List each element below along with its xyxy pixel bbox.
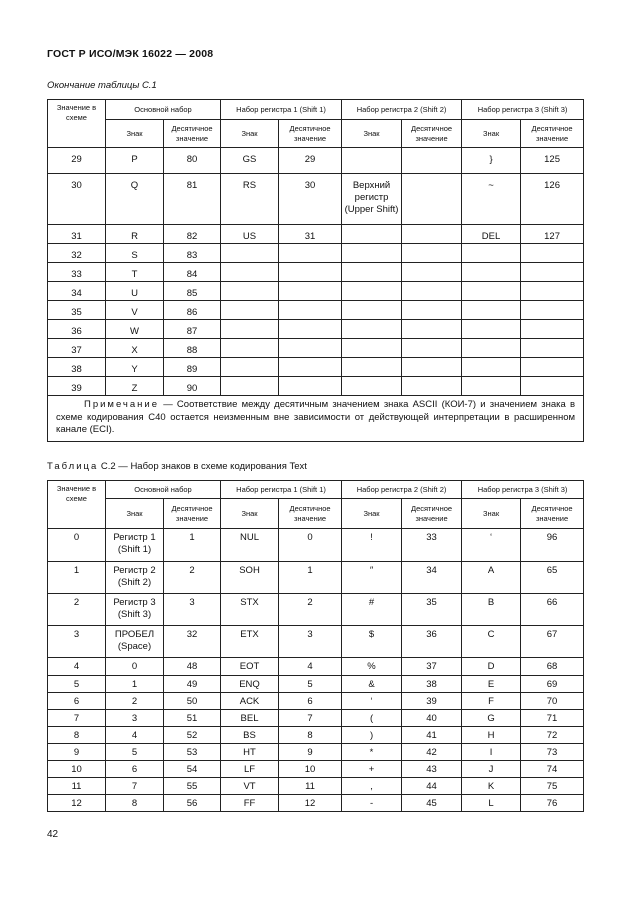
table-cell: 2 — [106, 693, 164, 710]
table-cell — [462, 244, 521, 263]
table-cell: 66 — [521, 594, 584, 626]
table-cell: 7 — [279, 710, 342, 727]
th-dec: Десятичное значение — [521, 120, 584, 148]
table-cell: 3 — [164, 594, 221, 626]
th-shift1: Набор регистра 1 (Shift 1) — [221, 481, 342, 499]
table-cell: + — [342, 761, 402, 778]
table-cell — [342, 263, 402, 282]
table-cell: 5 — [48, 676, 106, 693]
table-cell — [221, 358, 279, 377]
table-cell: G — [462, 710, 521, 727]
table-cell: 7 — [106, 778, 164, 795]
table-cell: 7 — [48, 710, 106, 727]
table-cell: 12 — [279, 795, 342, 812]
table2-header — [48, 481, 584, 529]
table-cell: S — [106, 244, 164, 263]
th-dec: Десятичное значение — [402, 499, 462, 529]
table-cell: ‘ — [342, 693, 402, 710]
table-cell — [521, 263, 584, 282]
table-row — [48, 320, 584, 339]
table-row — [48, 744, 584, 761]
table-cell: 1 — [279, 562, 342, 594]
th-dec: Десятичное значение — [279, 120, 342, 148]
th-dec: Десятичное значение — [164, 120, 221, 148]
table-row — [48, 358, 584, 377]
table-cell: 52 — [164, 727, 221, 744]
table-cell: 33 — [402, 529, 462, 562]
table-cell: A — [462, 562, 521, 594]
table-cell: 3 — [48, 626, 106, 658]
table-cell: ″ — [342, 562, 402, 594]
table-cell — [221, 320, 279, 339]
table-cell — [402, 282, 462, 301]
table-cell: 68 — [521, 658, 584, 676]
table-cell — [221, 263, 279, 282]
table-cell — [402, 320, 462, 339]
table-cell: 96 — [521, 529, 584, 562]
table-cell: EOT — [221, 658, 279, 676]
table-cell: P — [106, 148, 164, 174]
th-dec: Десятичное значение — [164, 499, 221, 529]
th-shift2: Набор регистра 2 (Shift 2) — [342, 100, 462, 120]
table-row — [48, 377, 584, 396]
page-number: 42 — [47, 829, 59, 840]
th-shift2: Набор регистра 2 (Shift 2) — [342, 481, 462, 499]
table-row — [48, 148, 584, 174]
table-cell — [342, 358, 402, 377]
table-cell: J — [462, 761, 521, 778]
th-shift1: Набор регистра 1 (Shift 1) — [221, 100, 342, 120]
table-cell: 1 — [164, 529, 221, 562]
table-cell: 53 — [164, 744, 221, 761]
table-cell: # — [342, 594, 402, 626]
table-cell: 39 — [402, 693, 462, 710]
table-row — [48, 693, 584, 710]
th-sym: Знак — [106, 499, 164, 529]
table-cell: 81 — [164, 174, 221, 225]
table-cell — [521, 339, 584, 358]
table-cell — [462, 282, 521, 301]
table-cell — [342, 320, 402, 339]
table-cell — [402, 244, 462, 263]
table-cell — [402, 358, 462, 377]
table-cell: B — [462, 594, 521, 626]
table-cell: Регистр 3 (Shift 3) — [106, 594, 164, 626]
table-cell: D — [462, 658, 521, 676]
table-cell: 44 — [402, 778, 462, 795]
table-cell: BS — [221, 727, 279, 744]
th-sym: Знак — [462, 499, 521, 529]
table-cell: 87 — [164, 320, 221, 339]
table-cell — [279, 358, 342, 377]
table-cell: 3 — [106, 710, 164, 727]
table-cell: 29 — [48, 148, 106, 174]
table-cell: 56 — [164, 795, 221, 812]
table-cell: 36 — [402, 626, 462, 658]
table-cell: 29 — [279, 148, 342, 174]
table-cell: 86 — [164, 301, 221, 320]
table-cell: } — [462, 148, 521, 174]
th-sym: Знак — [342, 120, 402, 148]
table-cell: 9 — [279, 744, 342, 761]
th-basic: Основной набор — [106, 481, 221, 499]
table-row — [48, 562, 584, 594]
table-row — [48, 282, 584, 301]
table-cell: ( — [342, 710, 402, 727]
table-cell — [462, 301, 521, 320]
table-cell — [402, 263, 462, 282]
note-label: Примечание — [84, 399, 159, 410]
table-cell — [462, 358, 521, 377]
table-cell: 85 — [164, 282, 221, 301]
th-sym: Знак — [462, 120, 521, 148]
table-cell: 126 — [521, 174, 584, 225]
table-cell: 31 — [279, 225, 342, 244]
table-cell: L — [462, 795, 521, 812]
table1-body — [48, 148, 584, 396]
document-header: ГОСТ Р ИСО/МЭК 16022 — 2008 — [47, 48, 214, 60]
th-sym: Знак — [221, 120, 279, 148]
table-cell — [221, 244, 279, 263]
table-cell — [342, 282, 402, 301]
table-cell: 33 — [48, 263, 106, 282]
table-cell: Регистр 2 (Shift 2) — [106, 562, 164, 594]
table-cell: ) — [342, 727, 402, 744]
table-cell: ACK — [221, 693, 279, 710]
table-cell: ~ — [462, 174, 521, 225]
table-cell: FF — [221, 795, 279, 812]
table-cell: VT — [221, 778, 279, 795]
table-cell — [462, 320, 521, 339]
table-cell — [279, 320, 342, 339]
table-row — [48, 225, 584, 244]
table-cell — [462, 263, 521, 282]
table-cell — [521, 320, 584, 339]
table-cell: US — [221, 225, 279, 244]
table-cell: 49 — [164, 676, 221, 693]
table-cell: 71 — [521, 710, 584, 727]
table-cell: 2 — [164, 562, 221, 594]
table-c1-end — [47, 99, 584, 442]
table-cell — [279, 282, 342, 301]
th-basic: Основной набор — [106, 100, 221, 120]
table-cell: GS — [221, 148, 279, 174]
table-cell — [402, 339, 462, 358]
table-cell: 30 — [279, 174, 342, 225]
table-cell — [279, 301, 342, 320]
table-cell: LF — [221, 761, 279, 778]
table-cell: 11 — [48, 778, 106, 795]
table-cell: W — [106, 320, 164, 339]
table-cell: ПРОБЕЛ (Space) — [106, 626, 164, 658]
table-row — [48, 244, 584, 263]
table-cell: F — [462, 693, 521, 710]
table-cell — [402, 377, 462, 396]
th-sym: Знак — [106, 120, 164, 148]
table-row — [48, 710, 584, 727]
table-row — [48, 795, 584, 812]
table-cell: 5 — [106, 744, 164, 761]
table-cell: 9 — [48, 744, 106, 761]
table-cell — [221, 377, 279, 396]
table-cell: 5 — [279, 676, 342, 693]
table2-caption — [47, 461, 307, 472]
table-cell: 1 — [48, 562, 106, 594]
note-text: — Соответствие между десятичным значением знака ASCII (КОИ-7) и значением знака в схеме кодирования C40 остается неизменным вне зависимости от действующей интерпретации в расширенном канале (ECI). — [56, 399, 576, 435]
table-cell: U — [106, 282, 164, 301]
table-cell: 89 — [164, 358, 221, 377]
table-cell: K — [462, 778, 521, 795]
table-cell: ETX — [221, 626, 279, 658]
table-cell — [221, 339, 279, 358]
table-cell: RS — [221, 174, 279, 225]
table-cell: HT — [221, 744, 279, 761]
table2-caption-text: С.2 — Набор знаков в схеме кодирования Text — [98, 461, 307, 472]
table-row — [48, 174, 584, 225]
table-cell: Q — [106, 174, 164, 225]
table-cell: 2 — [279, 594, 342, 626]
table-cell: 35 — [48, 301, 106, 320]
table-cell — [342, 377, 402, 396]
table-cell — [462, 377, 521, 396]
table-cell — [521, 377, 584, 396]
table-cell: C — [462, 626, 521, 658]
table-cell: ! — [342, 529, 402, 562]
table-cell: 37 — [48, 339, 106, 358]
table-cell: $ — [342, 626, 402, 658]
table-cell — [402, 174, 462, 225]
table-cell: Z — [106, 377, 164, 396]
table-cell — [221, 282, 279, 301]
table-cell: 31 — [48, 225, 106, 244]
table-cell: 125 — [521, 148, 584, 174]
table-cell: 8 — [279, 727, 342, 744]
table1-header — [48, 100, 584, 148]
table-cell: 88 — [164, 339, 221, 358]
table-cell: STX — [221, 594, 279, 626]
table-cell: 0 — [279, 529, 342, 562]
table-cell — [521, 301, 584, 320]
table-cell: 75 — [521, 778, 584, 795]
table-cell: 36 — [48, 320, 106, 339]
table-cell: 127 — [521, 225, 584, 244]
table-cell — [402, 225, 462, 244]
table1-note — [48, 396, 584, 442]
table-cell: & — [342, 676, 402, 693]
table-row — [48, 594, 584, 626]
th-sym: Знак — [342, 499, 402, 529]
table-cell: NUL — [221, 529, 279, 562]
table-cell: 83 — [164, 244, 221, 263]
th-dec: Десятичное значение — [521, 499, 584, 529]
table-cell: R — [106, 225, 164, 244]
table-cell: 38 — [402, 676, 462, 693]
th-sym: Знак — [221, 499, 279, 529]
table-cell: 8 — [106, 795, 164, 812]
table-cell: 50 — [164, 693, 221, 710]
table-cell — [279, 377, 342, 396]
table-cell — [521, 282, 584, 301]
table-cell: 6 — [279, 693, 342, 710]
table-row — [48, 676, 584, 693]
table-cell: 84 — [164, 263, 221, 282]
table-cell: 0 — [48, 529, 106, 562]
table-cell — [279, 244, 342, 263]
th-code: Значение в схеме — [48, 481, 106, 529]
table-cell — [279, 263, 342, 282]
table1-note-section — [48, 396, 584, 442]
table-cell — [342, 301, 402, 320]
table-cell: 54 — [164, 761, 221, 778]
table-cell: I — [462, 744, 521, 761]
table-cell — [402, 301, 462, 320]
table-cell: SOH — [221, 562, 279, 594]
table-cell: 35 — [402, 594, 462, 626]
table-cell: 51 — [164, 710, 221, 727]
table-cell: 45 — [402, 795, 462, 812]
table-row — [48, 778, 584, 795]
table-row — [48, 339, 584, 358]
table-cell: 76 — [521, 795, 584, 812]
table-cell: 37 — [402, 658, 462, 676]
table-cell: 65 — [521, 562, 584, 594]
table-cell — [342, 244, 402, 263]
table-cell: H — [462, 727, 521, 744]
table-cell: * — [342, 744, 402, 761]
table-row — [48, 626, 584, 658]
table-cell — [521, 358, 584, 377]
table-cell: 34 — [48, 282, 106, 301]
table-cell: 6 — [48, 693, 106, 710]
table-cell: 32 — [48, 244, 106, 263]
table-cell: 80 — [164, 148, 221, 174]
th-dec: Десятичное значение — [279, 499, 342, 529]
table-cell — [342, 339, 402, 358]
table-row — [48, 727, 584, 744]
table-cell: 74 — [521, 761, 584, 778]
table-cell: 8 — [48, 727, 106, 744]
table-cell: X — [106, 339, 164, 358]
table-cell: Верхний регистр (Upper Shift) — [342, 174, 402, 225]
table-cell: ENQ — [221, 676, 279, 693]
table-cell — [342, 148, 402, 174]
table-cell: BEL — [221, 710, 279, 727]
table-cell: 6 — [106, 761, 164, 778]
th-shift3: Набор регистра 3 (Shift 3) — [462, 100, 584, 120]
table-cell: 10 — [279, 761, 342, 778]
table-cell: 40 — [402, 710, 462, 727]
table-cell: DEL — [462, 225, 521, 244]
table-cell: 3 — [279, 626, 342, 658]
table-cell: 4 — [48, 658, 106, 676]
table-cell: 42 — [402, 744, 462, 761]
table-cell: 0 — [106, 658, 164, 676]
table-cell: 11 — [279, 778, 342, 795]
table-row — [48, 301, 584, 320]
table-cell: 73 — [521, 744, 584, 761]
table-cell: ‘ — [462, 529, 521, 562]
table-cell: 10 — [48, 761, 106, 778]
table-cell: 41 — [402, 727, 462, 744]
table-cell — [402, 148, 462, 174]
table-cell: 30 — [48, 174, 106, 225]
th-shift3: Набор регистра 3 (Shift 3) — [462, 481, 584, 499]
table-cell: 4 — [106, 727, 164, 744]
table-cell — [279, 339, 342, 358]
table-cell: 70 — [521, 693, 584, 710]
table-cell: 38 — [48, 358, 106, 377]
table-cell: 32 — [164, 626, 221, 658]
table-row — [48, 263, 584, 282]
table-cell: V — [106, 301, 164, 320]
table-cell: 39 — [48, 377, 106, 396]
table-row — [48, 658, 584, 676]
table-cell: 67 — [521, 626, 584, 658]
table-cell: 90 — [164, 377, 221, 396]
table-cell: 82 — [164, 225, 221, 244]
table1-caption: Окончание таблицы С.1 — [47, 80, 157, 91]
table-cell: 43 — [402, 761, 462, 778]
table-cell: 2 — [48, 594, 106, 626]
table-row — [48, 761, 584, 778]
table-cell: T — [106, 263, 164, 282]
table-cell: 69 — [521, 676, 584, 693]
table-cell — [221, 301, 279, 320]
table-cell: 55 — [164, 778, 221, 795]
table-cell: 72 — [521, 727, 584, 744]
table-cell: 4 — [279, 658, 342, 676]
table-row — [48, 529, 584, 562]
table-cell — [462, 339, 521, 358]
table2-caption-label: Таблица — [47, 461, 99, 472]
th-dec: Десятичное значение — [402, 120, 462, 148]
table-cell: Регистр 1 (Shift 1) — [106, 529, 164, 562]
table-cell: Y — [106, 358, 164, 377]
table-cell — [521, 244, 584, 263]
table-cell: , — [342, 778, 402, 795]
table-cell: 12 — [48, 795, 106, 812]
table-cell: 48 — [164, 658, 221, 676]
table-cell: 34 — [402, 562, 462, 594]
table-cell: - — [342, 795, 402, 812]
table-cell: E — [462, 676, 521, 693]
table-cell: % — [342, 658, 402, 676]
table-c2 — [47, 480, 584, 812]
table2-body — [48, 529, 584, 812]
th-code: Значение в схеме — [48, 100, 106, 148]
table-cell — [342, 225, 402, 244]
table-cell: 1 — [106, 676, 164, 693]
